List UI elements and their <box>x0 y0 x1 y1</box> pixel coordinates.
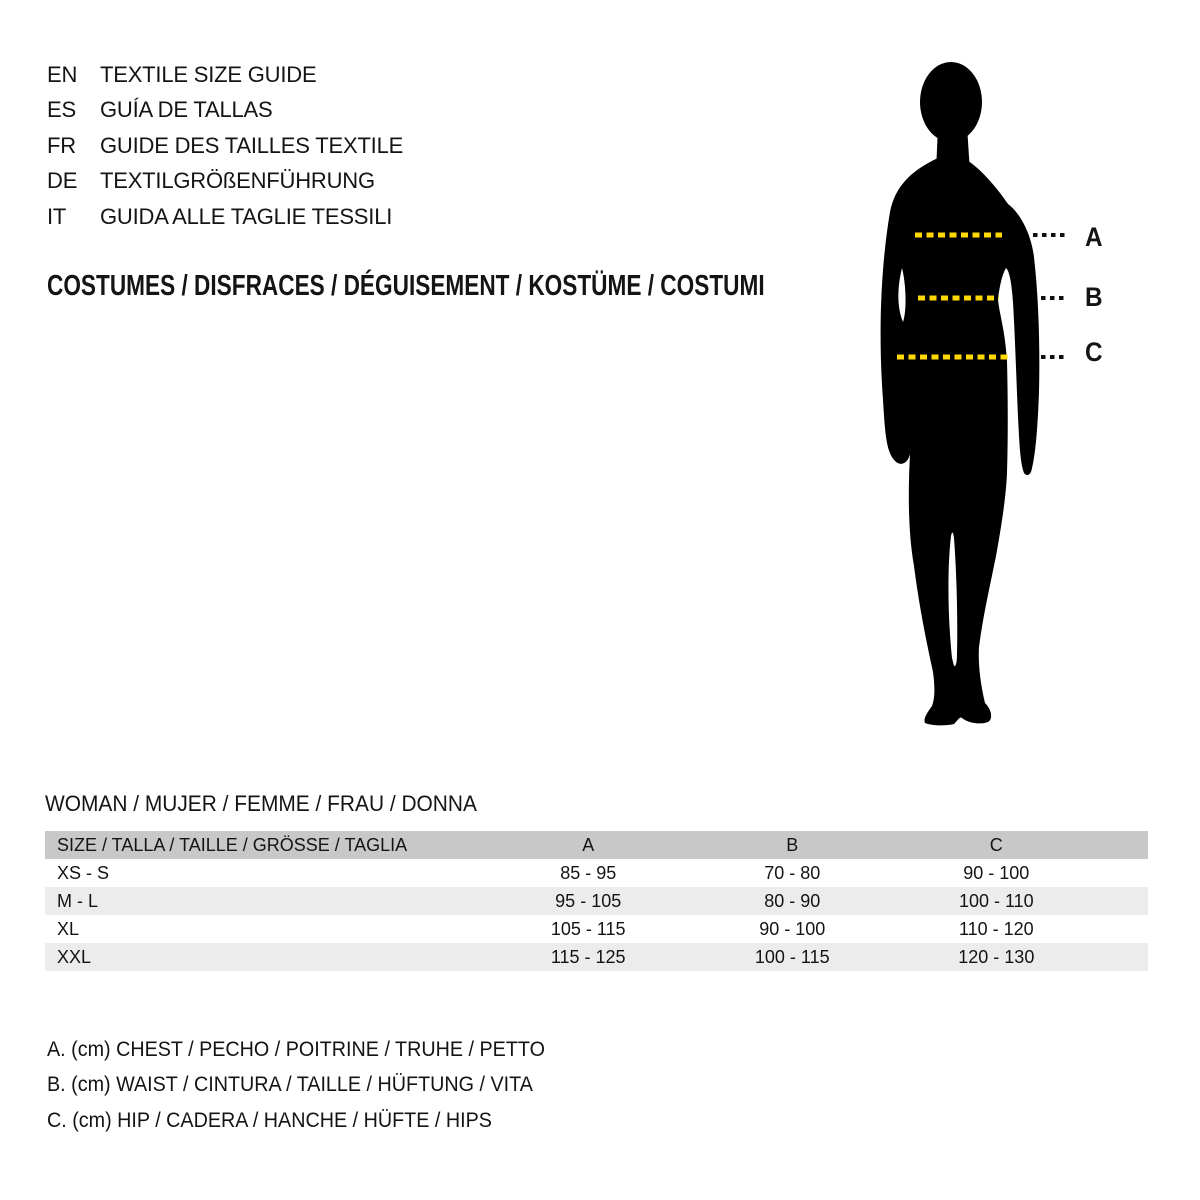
language-row-de <box>47 164 403 200</box>
size-column-header: SIZE / TALLA / TAILLE / GRÖSSE / TAGLIA <box>57 834 408 855</box>
size-cell: XS - S <box>57 862 110 883</box>
column-header-b: B <box>786 834 799 855</box>
table-row-xs-s <box>45 859 1148 887</box>
measure-label-b: B <box>1085 282 1103 312</box>
table-row-xxl <box>45 943 1148 971</box>
language-list <box>47 57 403 235</box>
legend-hip: C. (cm) HIP / CADERA / HANCHE / HÜFTE / HIPS <box>47 1108 492 1132</box>
language-label: GUÍA DE TALLAS <box>100 97 273 123</box>
legend-waist: B. (cm) WAIST / CINTURA / TAILLE / HÜFTUNG / VITA <box>47 1073 533 1097</box>
category-title: COSTUMES / DISFRACES / DÉGUISEMENT / KOSTÜME / COSTUMI <box>47 270 765 302</box>
measurement-legend <box>47 1032 577 1139</box>
legend-chest: A. (cm) CHEST / PECHO / POITRINE / TRUHE / PETTO <box>47 1037 545 1061</box>
language-row-en <box>47 57 403 93</box>
waist-cell: 100 - 115 <box>754 946 830 967</box>
woman-silhouette-figure <box>850 60 1070 730</box>
column-header-a: A <box>582 834 595 855</box>
size-cell: M - L <box>57 890 99 911</box>
table-row-m-l <box>45 887 1148 915</box>
language-code: IT <box>47 203 67 229</box>
language-label: TEXTILE SIZE GUIDE <box>100 61 317 87</box>
chest-cell: 95 - 105 <box>555 890 622 911</box>
waist-cell: 80 - 90 <box>764 890 821 911</box>
language-row-es <box>47 93 403 129</box>
language-code: DE <box>47 168 78 194</box>
chest-cell: 85 - 95 <box>560 862 617 883</box>
hip-cell: 90 - 100 <box>963 862 1030 883</box>
waist-cell: 90 - 100 <box>759 918 826 939</box>
column-header-c: C <box>989 834 1003 855</box>
language-row-it <box>47 199 403 235</box>
measure-label-a: A <box>1085 222 1103 252</box>
silhouette-body <box>881 158 1040 725</box>
language-code: FR <box>47 132 76 158</box>
language-row-fr <box>47 128 403 164</box>
hip-cell: 110 - 120 <box>958 918 1034 939</box>
size-table-header-row <box>45 831 1148 859</box>
language-label: GUIDA ALLE TAGLIE TESSILI <box>100 203 393 229</box>
waist-cell: 70 - 80 <box>764 862 821 883</box>
size-cell: XXL <box>57 946 92 967</box>
size-cell: XL <box>57 918 80 939</box>
hip-cell: 120 - 130 <box>958 946 1035 967</box>
woman-silhouette-icon <box>850 60 1070 730</box>
chest-cell: 105 - 115 <box>550 918 626 939</box>
language-code: ES <box>47 97 76 123</box>
table-row-xl <box>45 915 1148 943</box>
language-label: TEXTILGRÖßENFÜHRUNG <box>100 168 375 194</box>
chest-cell: 115 - 125 <box>550 946 626 967</box>
hip-cell: 100 - 110 <box>958 890 1034 911</box>
woman-section-title: WOMAN / MUJER / FEMME / FRAU / DONNA <box>45 791 477 816</box>
measure-label-c: C <box>1085 337 1103 367</box>
language-code: EN <box>47 61 78 87</box>
language-label: GUIDE DES TAILLES TEXTILE <box>100 132 404 158</box>
size-table <box>45 831 1148 971</box>
